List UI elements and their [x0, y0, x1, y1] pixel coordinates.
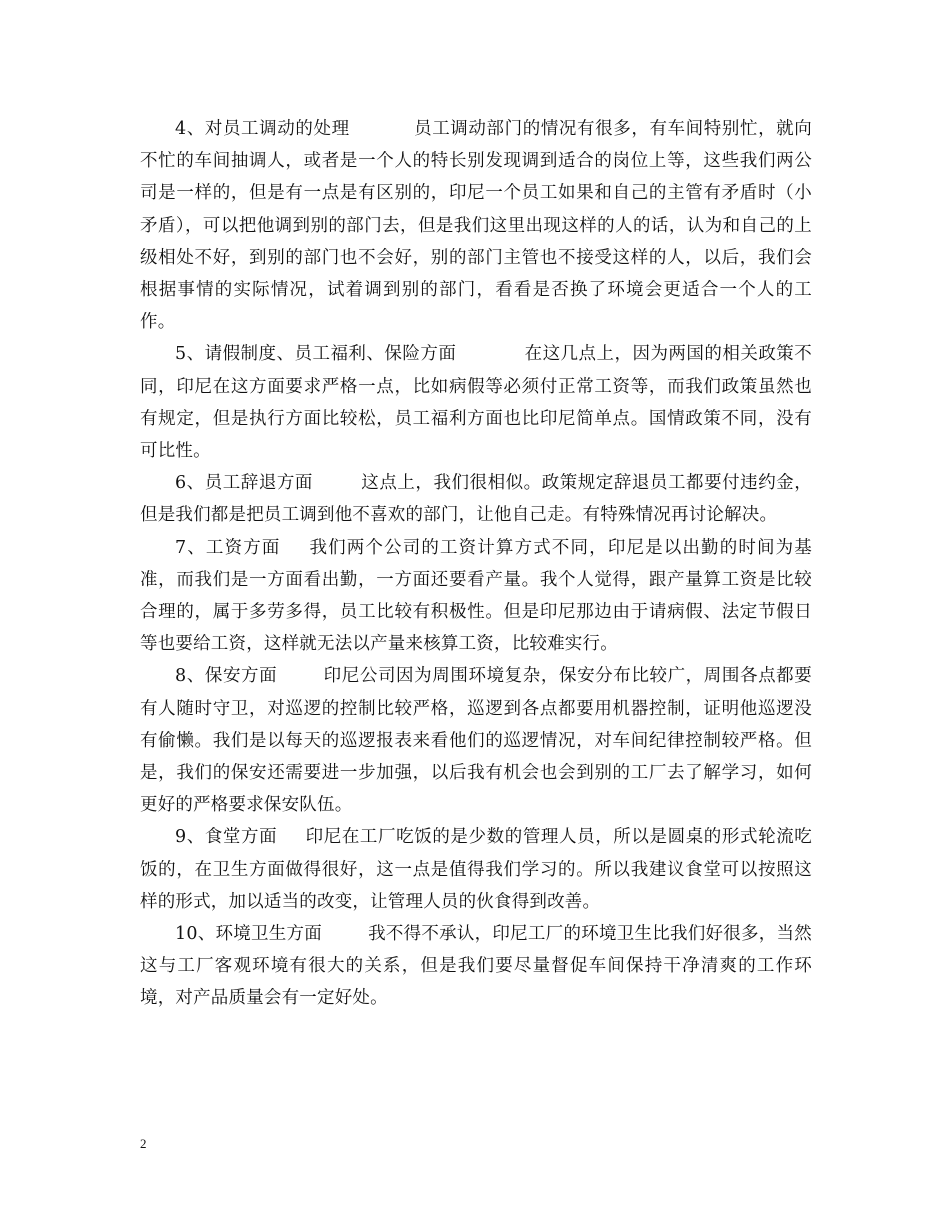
page-number: 2	[140, 1136, 147, 1151]
document-body	[140, 113, 812, 1015]
section-heading: 7、工资方面	[175, 537, 281, 558]
section-body: 员工调动部门的情况有很多，有车间特别忙，就向不忙的车间抽调人，或者是一个人的特长别发现调到适合的岗位上等，这些我们两公司是一样的，但是有一点是有区别的，印尼一个员工如果和自己的主管有矛盾时（小矛盾），可以把他调到别的部门去，但是我们这里出现这样的人的话，认为和自己的上级相处不好，到别的部门也不会好，别的部门主管也不接受这样的人，以后，我们会根据事情的实际情况，试着调到别的部门，看看是否换了环境会更适合一个人的工作。	[140, 119, 812, 333]
paragraph-leave-welfare-insurance	[140, 338, 812, 467]
section-heading: 5、请假制度、员工福利、保险方面	[175, 344, 457, 365]
section-body: 这点上，我们很相似。政策规定辞退员工都要付违约金，但是我们都是把员工调到他不喜欢的部门，让他自己走。有特殊情况再讨论解决。	[140, 473, 813, 526]
section-body: 在这几点上，因为两国的相关政策不同，印尼在这方面要求严格一点，比如病假等必须付正常工资等，而我们政策虽然也有规定，但是执行方面比较松，员工福利方面也比印尼简单点。国情政策不同，没有可比性。	[140, 344, 812, 462]
section-body: 我不得不承认，印尼工厂的环境卫生比我们好很多，当然这与工厂客观环境有很大的关系，但是我们要尽量督促车间保持干净清爽的工作环境，对产品质量会有一定好处。	[140, 924, 813, 1009]
section-body: 印尼在工厂吃饭的是少数的管理人员，所以是圆桌的形式轮流吃饭的，在卫生方面做得很好，这一点是值得我们学习的。所以我建议食堂可以按照这样的形式，加以适当的改变，让管理人员的伙食得到改善。	[140, 827, 812, 912]
section-heading: 8、保安方面	[175, 666, 278, 687]
section-heading: 4、对员工调动的处理	[175, 119, 350, 139]
section-heading: 9、食堂方面	[175, 827, 278, 848]
section-heading: 10、环境卫生方面	[175, 924, 323, 945]
paragraph-dismissal	[140, 467, 812, 531]
paragraph-environment-hygiene	[140, 918, 812, 1015]
section-body: 我们两个公司的工资计算方式不同，印尼是以出勤的时间为基准，而我们是一方面看出勤，一方面还要看产量。我个人觉得，跟产量算工资是比较合理的，属于多劳多得，员工比较有积极性。但是印尼那边由于请病假、法定节假日等也要给工资，这样就无法以产量来核算工资，比较难实行。	[140, 537, 812, 655]
section-heading: 6、员工辞退方面	[175, 473, 313, 494]
paragraph-security	[140, 660, 812, 821]
section-body: 印尼公司因为周围环境复杂，保安分布比较广，周围各点都要有人随时守卫，对巡逻的控制比较严格，巡逻到各点都要用机器控制，证明他巡逻没有偷懒。我们是以每天的巡逻报表来看他们的巡逻情况，对车间纪律控制较严格。但是，我们的保安还需要进一步加强，以后我有机会也会到别的工厂去了解学习，如何更好的严格要求保安队伍。	[140, 666, 812, 816]
paragraph-canteen	[140, 821, 812, 918]
paragraph-wages	[140, 532, 812, 661]
paragraph-staff-transfer	[140, 113, 812, 338]
